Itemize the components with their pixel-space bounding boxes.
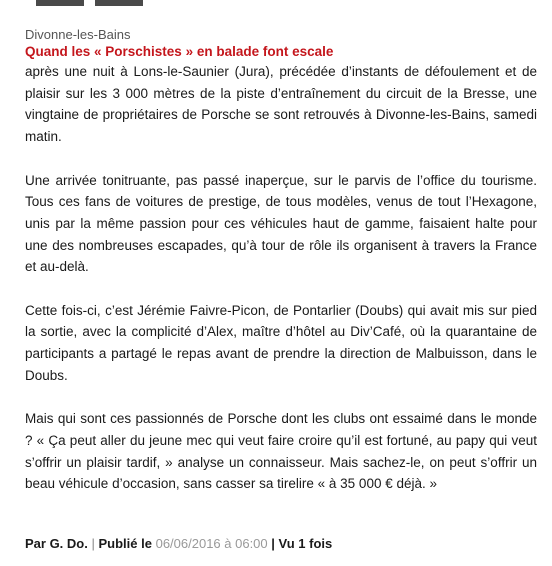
article-headline: Quand les « Porschistes » en balade font escale <box>25 44 334 59</box>
article <box>25 27 537 517</box>
top-tab-bar <box>0 0 552 6</box>
article-paragraph-1: après une nuit à Lons-le-Saunier (Jura), précédée d’instants de défoulement et de plaisir sur les 3 000 mètres de la piste d’entraînement du circuit de la Bresse, une vingtaine de propriétaires de Porsche se sont retrouvés à Divonne-les-Bains, samedi matin. <box>25 64 537 145</box>
article-location: Divonne-les-Bains <box>25 27 131 42</box>
article-byline <box>25 536 332 552</box>
byline-separator: | <box>91 536 95 551</box>
byline-author: Par G. Do. <box>25 536 88 551</box>
byline-views: | Vu 1 fois <box>271 536 333 551</box>
article-paragraph-3: Cette fois-ci, c’est Jérémie Faivre-Picon, de Pontarlier (Doubs) qui avait mis sur pied la sortie, avec la complicité d’Alex, maître d’hôtel au Div’Café, où la quarantaine de participants a partagé le repas avant de prendre la direction de Malbuisson, dans le Doubs. <box>25 302 537 383</box>
top-tab-1[interactable] <box>36 0 84 6</box>
top-tab-2[interactable] <box>95 0 143 6</box>
byline-published-date: 06/06/2016 à 06:00 <box>155 536 268 551</box>
article-paragraph-4: Mais qui sont ces passionnés de Porsche dont les clubs ont essaimé dans le monde ? « Ça peut aller du jeune mec qui veut faire croire qu’il est fortuné, au papy qui veut s’offrir un plaisir tardif, » analyse un connaisseur. Mais sachez-le, on peut s’offrir un beau véhicule d’occasion, sans casser sa tirelire « à 35 000 € déjà. » <box>25 411 537 492</box>
article-paragraph-2: Une arrivée tonitruante, pas passé inaperçue, sur le parvis de l’office du tourisme. Tous ces fans de voitures de prestige, de tous modèles, venus de tout l’Hexagone, unis par la même passion pour ces véhicules haut de gamme, faisaient halte pour une des nombreuses escapades, qu’à tour de rôle ils organisent à travers la France et au-delà. <box>25 172 537 275</box>
byline-published-label: Publié le <box>98 536 152 551</box>
